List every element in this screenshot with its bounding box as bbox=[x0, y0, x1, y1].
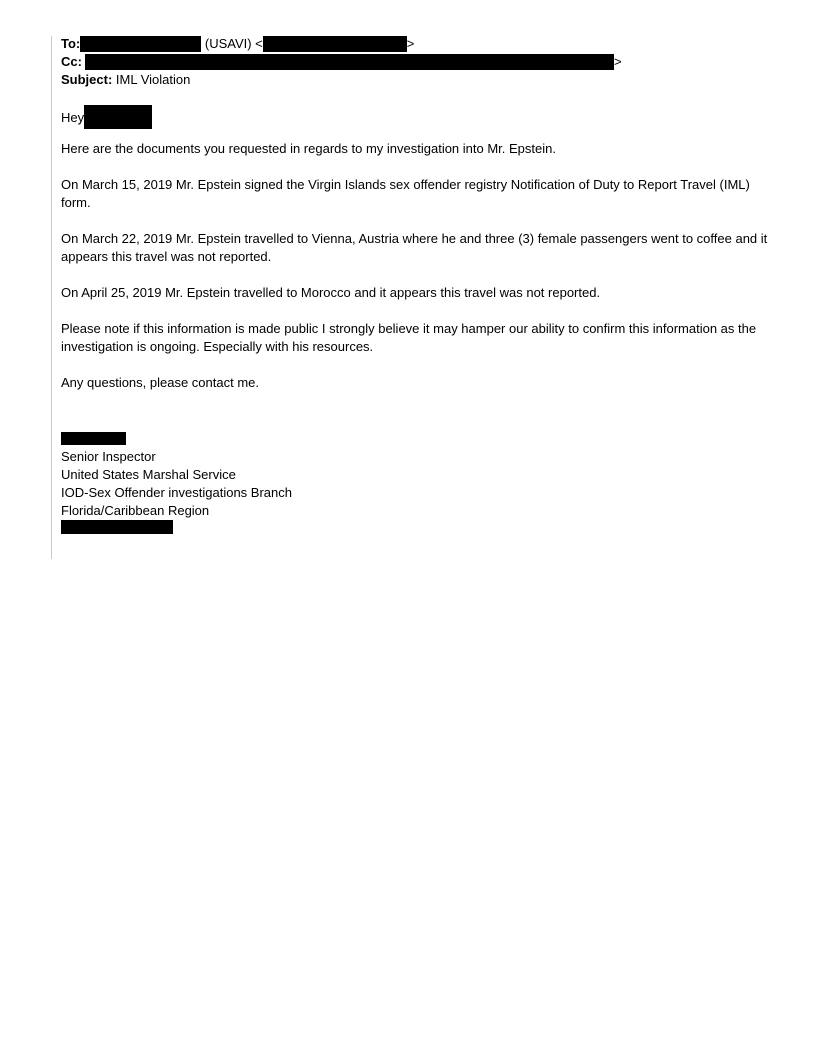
cc-label: Cc: bbox=[61, 54, 82, 69]
to-close: > bbox=[406, 36, 415, 51]
cc-close: > bbox=[613, 54, 622, 69]
subject-label: Subject: bbox=[61, 72, 113, 87]
subject-line bbox=[61, 71, 781, 89]
redacted-recipient-name bbox=[80, 36, 201, 52]
email-body bbox=[61, 35, 781, 534]
redacted-cc bbox=[85, 54, 614, 70]
signature-branch: IOD-Sex Offender investigations Branch bbox=[61, 485, 292, 500]
paragraph-april-25: On April 25, 2019 Mr. Epstein travelled to Morocco and it appears this travel was not reported. bbox=[61, 285, 601, 300]
greeting: Hey bbox=[61, 110, 85, 125]
signature-title: Senior Inspector bbox=[61, 449, 156, 464]
paragraph-note: Please note if this information is made public I strongly believe it may hamper our ability to confirm this information as the investigation is ongoing. Especially with his resources. bbox=[61, 321, 757, 354]
signature-block bbox=[61, 432, 781, 534]
to-org: (USAVI) < bbox=[201, 36, 263, 51]
to-label: To: bbox=[61, 36, 81, 51]
subject-value: IML Violation bbox=[112, 72, 191, 87]
quote-bar bbox=[51, 36, 52, 559]
paragraph-march-22: On March 22, 2019 Mr. Epstein travelled to Vienna, Austria where he and three (3) female passengers went to coffee and it appears this travel was not reported. bbox=[61, 231, 768, 264]
redacted-recipient-email bbox=[263, 36, 407, 52]
paragraph-documents: Here are the documents you requested in regards to my investigation into Mr. Epstein. bbox=[61, 141, 556, 156]
cc-line bbox=[61, 53, 781, 71]
redacted-greeting-name bbox=[84, 105, 152, 129]
redacted-signature-name bbox=[61, 432, 126, 445]
signature-region: Florida/Caribbean Region bbox=[61, 503, 210, 518]
redacted-signature-contact bbox=[61, 520, 173, 534]
paragraph-march-15: On March 15, 2019 Mr. Epstein signed the Virgin Islands sex offender registry Notification of Duty to Report Travel (IML) form. bbox=[61, 177, 750, 210]
to-line bbox=[61, 35, 781, 53]
signature-agency: United States Marshal Service bbox=[61, 467, 236, 482]
paragraph-closing: Any questions, please contact me. bbox=[61, 375, 260, 390]
greeting-line bbox=[61, 105, 781, 129]
